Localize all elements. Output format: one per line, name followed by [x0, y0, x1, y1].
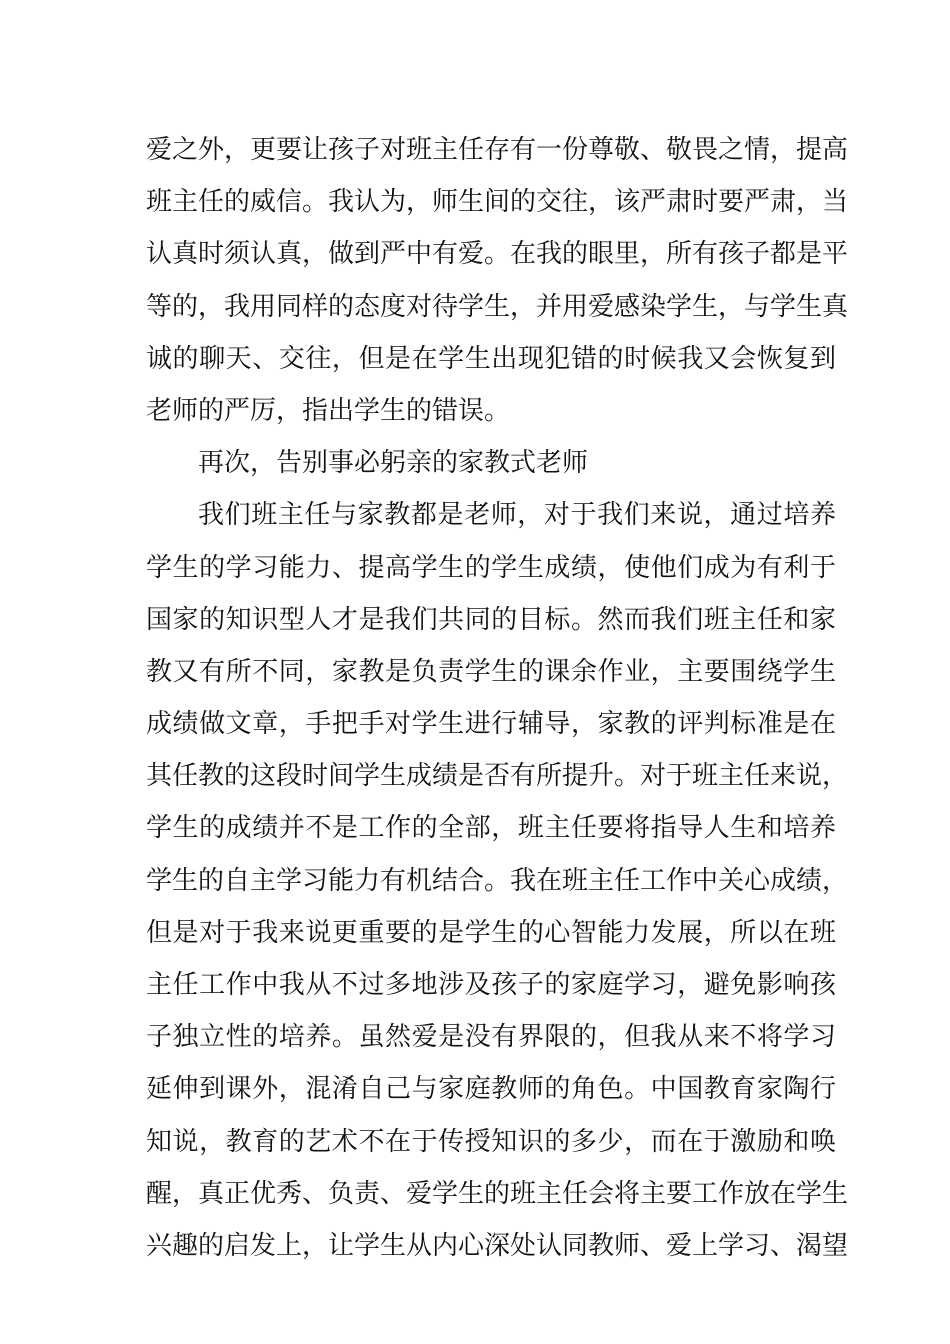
text-line: 子独立性的培养。虽然爱是没有界限的，但我从来不将学习: [146, 1022, 836, 1053]
text-line: 学生的学习能力、提高学生的学生成绩，使他们成为有利于: [146, 552, 836, 583]
text-line: 兴趣的启发上，让学生从内心深处认同教师、爱上学习、渴望: [146, 1230, 849, 1261]
body-text: [146, 124, 849, 1272]
text-line: 认真时须认真，做到严中有爱。在我的眼里，所有孩子都是平: [146, 239, 849, 270]
text-line: 爱之外，更要让孩子对班主任存有一份尊敬、敬畏之情，提高: [146, 135, 849, 165]
text-line: 诚的聊天、交往，但是在学生出现犯错的时候我又会恢复到: [146, 343, 836, 374]
text-line: 但是对于我来说更重要的是学生的心智能力发展，所以在班: [146, 917, 836, 948]
text-line: 其任教的这段时间学生成绩是否有所提升。对于班主任来说，: [146, 761, 849, 792]
text-line: 延伸到课外，混淆自己与家庭教师的角色。中国教育家陶行: [146, 1074, 836, 1105]
text-line: 等的，我用同样的态度对待学生，并用爱感染学生，与学生真: [146, 291, 849, 322]
text-line: 成绩做文章，手把手对学生进行辅导，家教的评判标准是在: [146, 709, 836, 740]
text-line: 我们班主任与家教都是老师，对于我们来说，通过培养: [198, 500, 836, 531]
text-line: 醒，真正优秀、负责、爱学生的班主任会将主要工作放在学生: [146, 1178, 849, 1209]
text-line: 学生的自主学习能力有机结合。我在班主任工作中关心成绩，: [146, 865, 849, 896]
text-line: 班主任的威信。我认为，师生间的交往，该严肃时要严肃，当: [146, 187, 849, 218]
text-line: 学生的成绩并不是工作的全部，班主任要将指导人生和培养: [146, 813, 836, 844]
text-line: 主任工作中我从不过多地涉及孩子的家庭学习，避免影响孩: [146, 970, 836, 1000]
section-heading: 再次，告别事必躬亲的家教式老师: [198, 448, 589, 479]
text-line: 知说，教育的艺术不在于传授知识的多少，而在于激励和唤: [146, 1126, 836, 1157]
text-line: 老师的严厉，指出学生的错误。: [146, 395, 511, 426]
text-line: 教又有所不同，家教是负责学生的课余作业，主要围绕学生: [146, 656, 836, 687]
text-line: 国家的知识型人才是我们共同的目标。然而我们班主任和家: [146, 604, 836, 635]
